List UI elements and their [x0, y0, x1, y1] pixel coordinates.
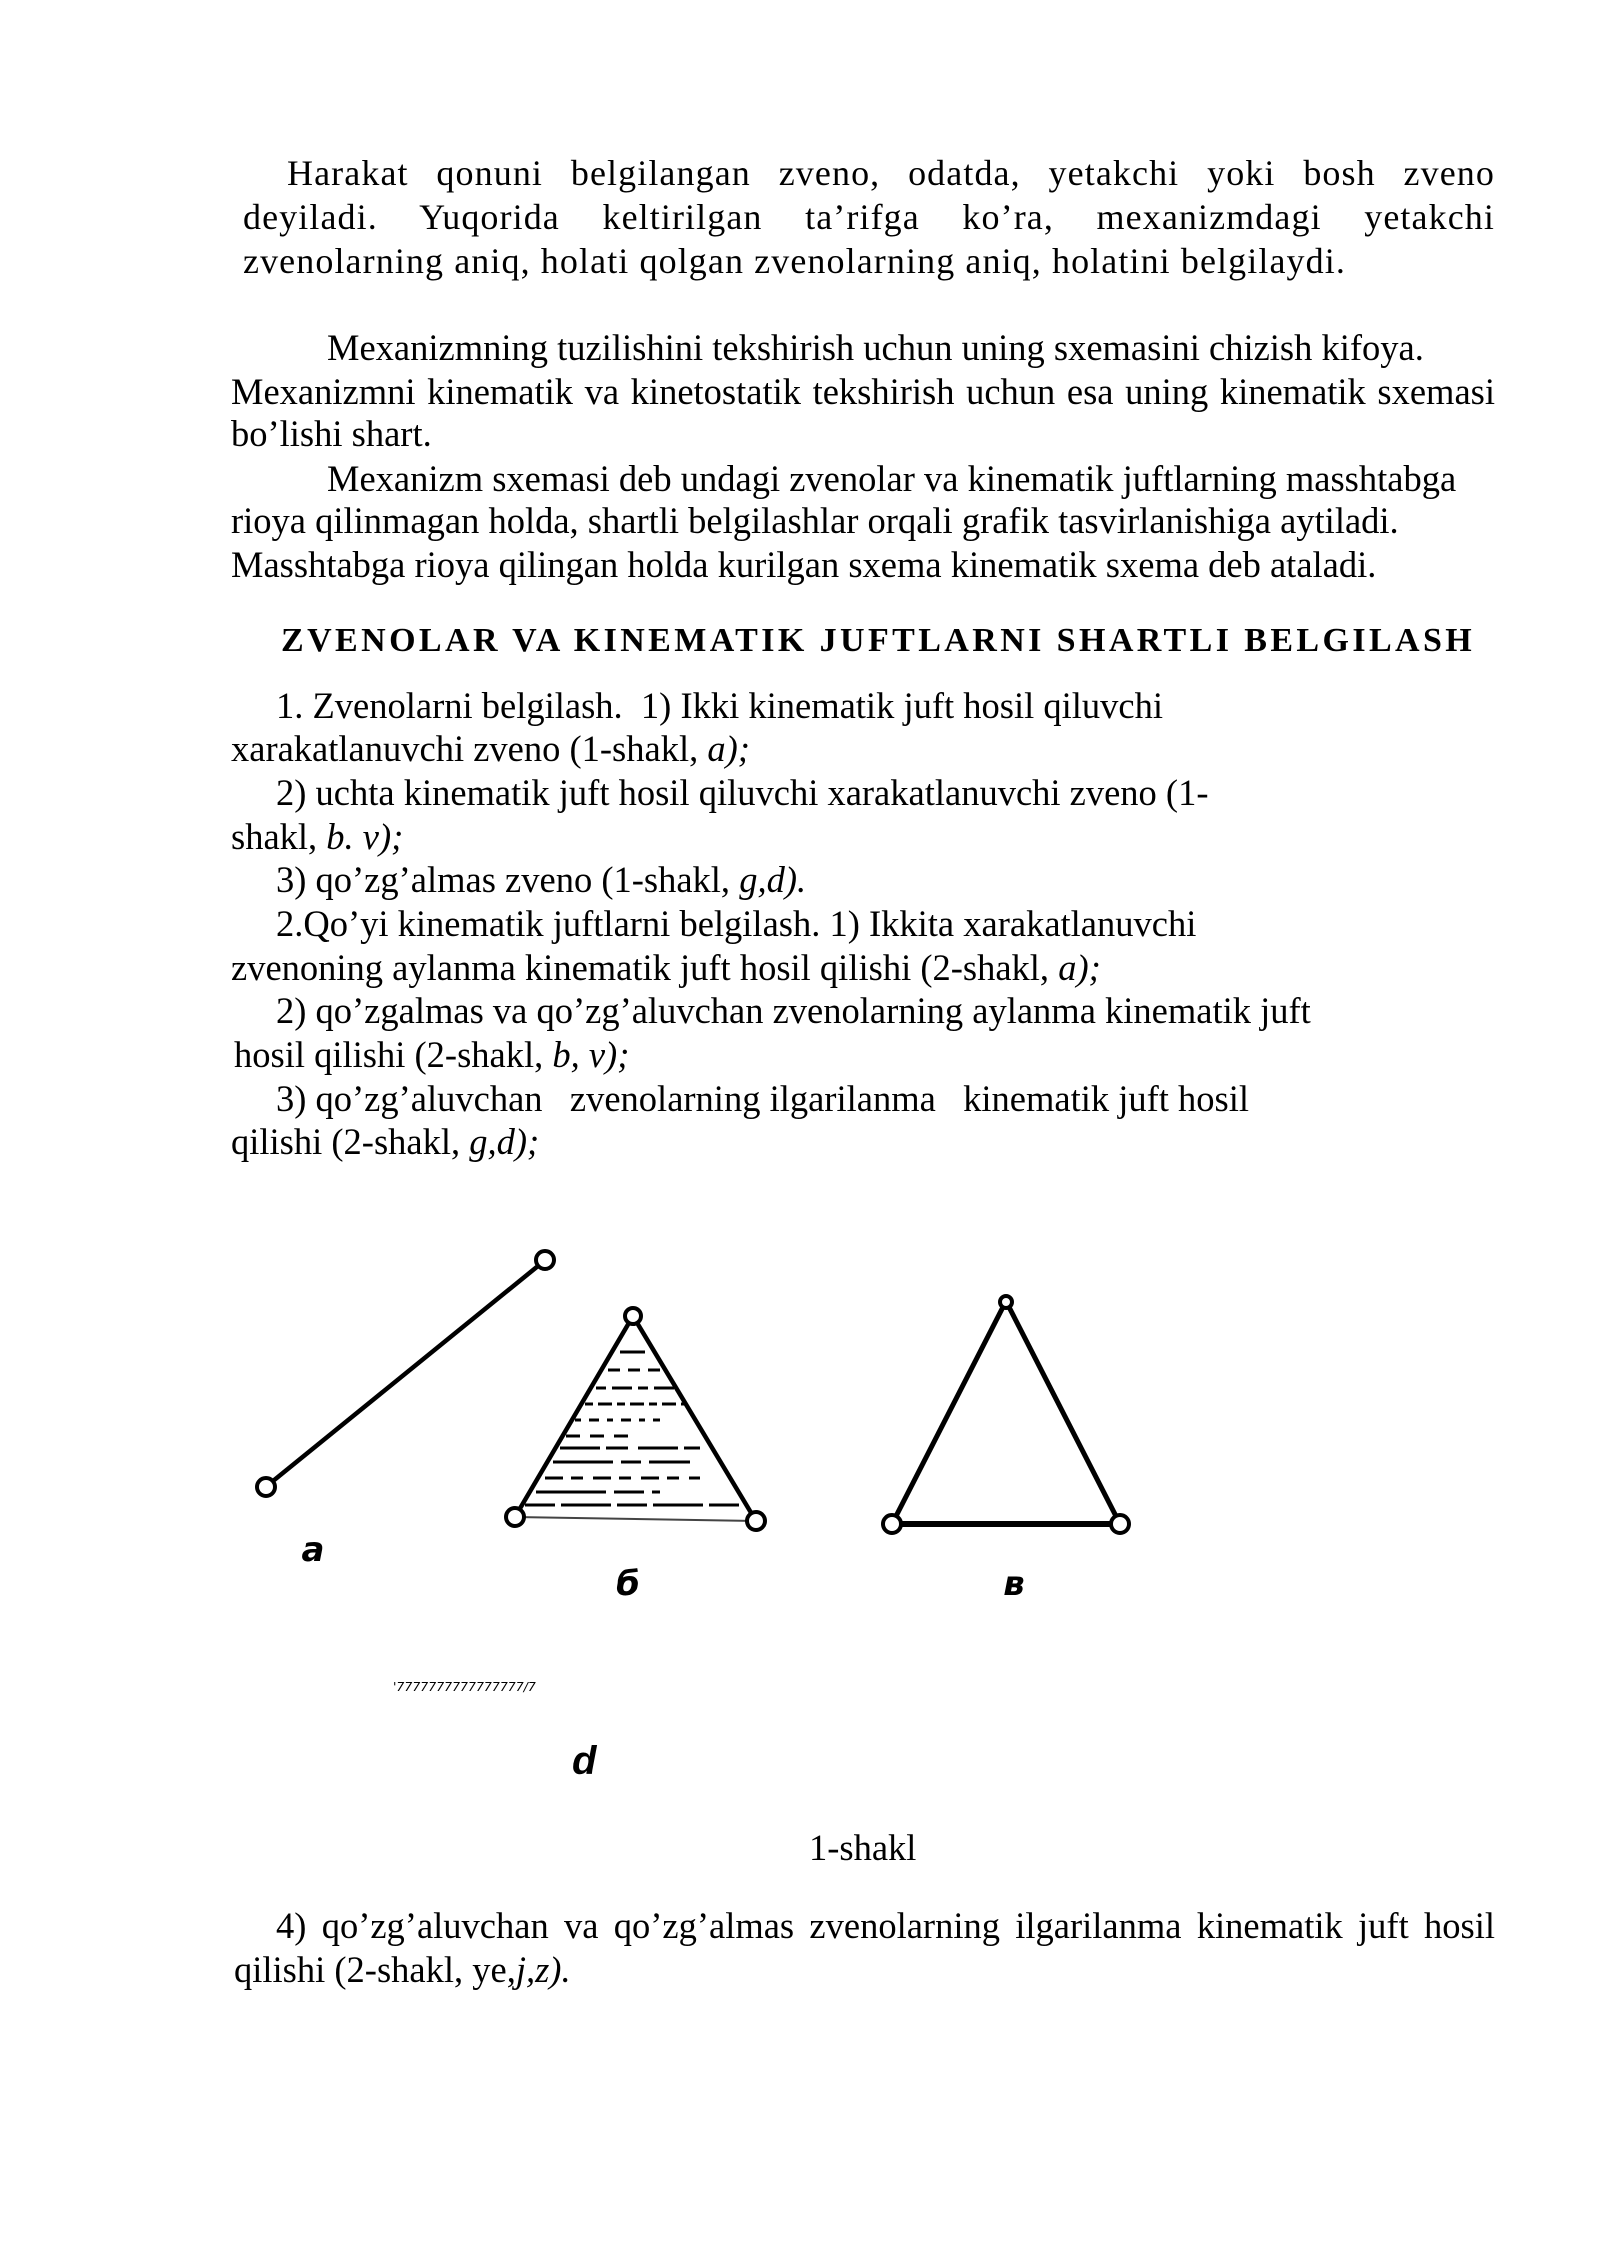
triangle-edge [633, 1316, 756, 1521]
paragraph-line-italic: j,z). [515, 1949, 571, 1990]
list-line [231, 946, 1495, 990]
paragraph-line: Harakat qonuni belgilangan zveno, odatda, yetakchi yoki bosh zveno [287, 153, 1495, 193]
hinge-circle [1111, 1515, 1129, 1533]
hinge-circle [536, 1251, 554, 1269]
figure-label-a: а [301, 1530, 325, 1570]
figure-label-d: d [572, 1739, 597, 1783]
paragraph-line [276, 1904, 1495, 1948]
triangle-hatching [525, 1352, 745, 1505]
list-line [276, 989, 1495, 1033]
hinge-circle [747, 1512, 765, 1530]
list-line [276, 858, 1495, 902]
figure-label-v: в [1003, 1564, 1025, 1604]
list-line [276, 684, 1495, 728]
hinge-circle [257, 1478, 275, 1496]
list-line-italic: b. v); [326, 816, 404, 857]
list-line-text: zvenoning aylanma kinematik juft hosil qilishi (2-shakl, [231, 947, 1059, 988]
list-line-text: 2) qo’zgalmas va qo’zg’aluvchan zvenolarning aylanma kinematik juft [276, 990, 1311, 1031]
triangle-link-diagram [883, 1296, 1129, 1533]
paragraph-line [234, 1948, 1495, 1992]
triangle-edge [1009, 1307, 1120, 1524]
list-line-text: 3) qo’zg’almas zveno (1-shakl, [276, 859, 740, 900]
list-line-text: xarakatlanuvchi zveno (1-shakl, [231, 728, 708, 769]
paragraph-line: bo’lishi shart. [231, 413, 432, 454]
figure-caption: 1-shakl [809, 1827, 917, 1868]
paragraph-line: zvenolarning aniq, holati qolgan zvenolarning aniq, holatini belgilaydi. [243, 241, 1346, 281]
paragraph-line: Masshtabga rioya qilingan holda kurilgan sxema kinematik sxema deb ataladi. [231, 544, 1377, 585]
list-line-italic: a); [707, 728, 750, 769]
list-line-text: 2.Qo’yi kinematik juftlarni belgilash. 1) Ikkita xarakatlanuvchi [276, 903, 1197, 944]
list-line-italic: a); [1058, 947, 1101, 988]
paragraph-line-text: qilishi (2-shakl, ye, [234, 1949, 516, 1990]
hinge-circle [1000, 1296, 1012, 1308]
list-line [276, 771, 1495, 815]
triangle-edge [515, 1316, 633, 1517]
list-line [234, 1033, 1495, 1077]
paragraph-line: Mexanizmning tuzilishini tekshirish uchun uning sxemasini chizish kifoya. [327, 327, 1424, 368]
paragraph-line: rioya qilinmagan holda, shartli belgilashlar orqali grafik tasvirlanishiga aytiladi. [231, 500, 1399, 541]
list-line-text: qilishi (2-shakl, [231, 1121, 470, 1162]
hinge-circle [625, 1308, 641, 1324]
triangle-edge [515, 1517, 756, 1521]
paragraph-line: Mexanizmni kinematik va kinetostatik tekshirish uchun esa uning kinematik sxemasi [231, 371, 1495, 412]
three-pair-link-diagram [506, 1308, 765, 1530]
list-line-text: shakl, [231, 816, 327, 857]
fixed-link-hatch-text: '7777777777777777/7 [393, 1679, 536, 1694]
list-line [276, 902, 1495, 946]
list-line [231, 1120, 1495, 1164]
hinge-circle [506, 1508, 524, 1526]
figure-1-diagrams [0, 1230, 1600, 1630]
paragraph-line-text: 4) qo’zg’aluvchan va qo’zg’almas zvenolarning ilgarilanma kinematik juft hosil [276, 1905, 1495, 1946]
list-line [276, 1077, 1495, 1121]
paragraph-line: deyiladi. Yuqorida keltirilgan ta’rifga ko’ra, mexanizmdagi yetakchi [243, 197, 1495, 237]
list-line-italic: g,d); [469, 1121, 540, 1162]
paragraph-line: Mexanizm sxemasi deb undagi zvenolar va kinematik juftlarning masshtabga [327, 458, 1457, 499]
two-pair-link-diagram [257, 1251, 554, 1496]
list-line [231, 815, 1495, 859]
link-bar [273, 1266, 538, 1481]
list-line-text: 1. Zvenolarni belgilash. 1) Ikki kinematik juft hosil qiluvchi [276, 685, 1163, 726]
triangle-edge [892, 1307, 1003, 1524]
list-line [231, 727, 1495, 771]
list-line-text: hosil qilishi (2-shakl, [234, 1034, 553, 1075]
list-line-italic: b, v); [552, 1034, 630, 1075]
figure-label-b: б [616, 1564, 640, 1604]
list-line-text: 3) qo’zg’aluvchan zvenolarning ilgarilanma kinematik juft hosil [276, 1078, 1250, 1119]
section-heading: ZVENOLAR VA KINEMATIK JUFTLARNI SHARTLI BELGILASH [281, 622, 1476, 659]
hinge-circle [883, 1515, 901, 1533]
list-line-italic: g,d). [739, 859, 807, 900]
list-line-text: 2) uchta kinematik juft hosil qiluvchi xarakatlanuvchi zveno (1- [276, 772, 1209, 813]
